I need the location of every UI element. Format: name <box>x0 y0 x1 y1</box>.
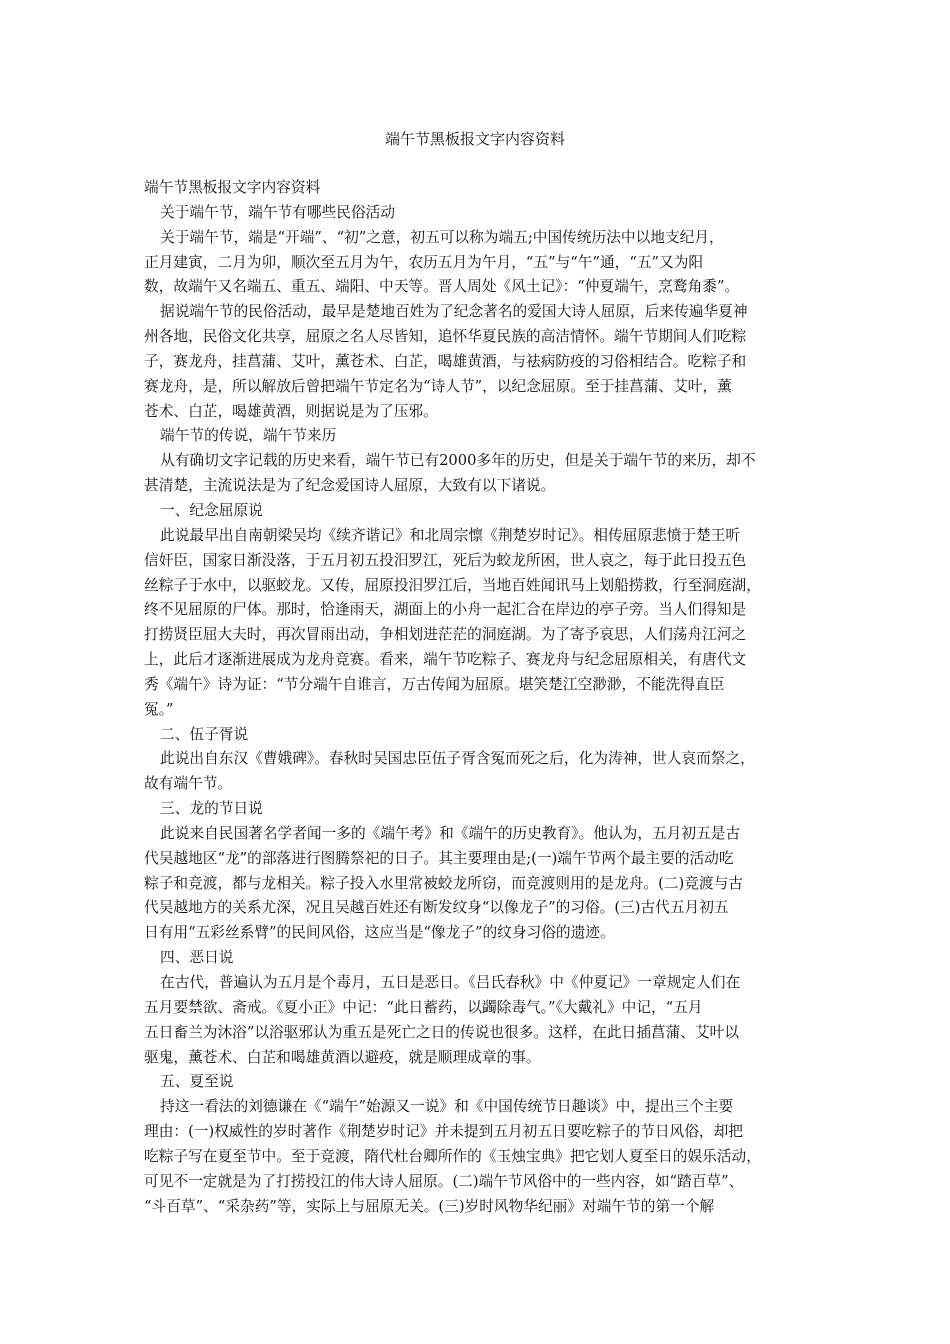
text-line: 打捞贤臣屈大夫时，再次冒雨出动，争相划进茫茫的洞庭湖。为了寄予哀思，人们荡舟江河之 <box>144 626 747 644</box>
text-line: “斗百草”、“采杂药”等，实际上与屈原无关。(三)岁时风物华纪丽》对端午节的第一个解 <box>144 1197 715 1215</box>
document-title: 端午节黑板报文字内容资料 <box>384 130 565 148</box>
text-line: 代吴越地方的关系尤深，况且吴越百姓还有断发纹身“以像龙子”的习俗。(三)古代五月初五 <box>144 899 729 917</box>
text-line: 子，赛龙舟，挂菖蒲、艾叶，薰苍术、白芷，喝雄黄酒，与祛病防疫的习俗相结合。吃粽子和 <box>144 352 747 370</box>
text-line: 此说出自东汉《曹娥碑》。春秋时吴国忠臣伍子胥含冤而死之后，化为涛神，世人哀而祭之， <box>160 750 755 768</box>
text-line: 在古代，普遍认为五月是个毒月，五日是恶日。《吕氏春秋》中《仲夏记》一章规定人们在 <box>160 974 741 991</box>
text-line: 持这一看法的刘德谦在《“端午”始源又一说》和《中国传统节日趣谈》中，提出三个主要 <box>160 1098 734 1116</box>
text-line: 理由：(一)权威性的岁时著作《荆楚岁时记》并未提到五月初五日要吃粽子的节日风俗，却把 <box>144 1123 743 1141</box>
text-line: 据说端午节的民俗活动，最早是楚地百姓为了纪念著名的爱国大诗人屈原，后来传遍华夏神 <box>160 303 748 321</box>
text-line: 四、恶日说 <box>160 949 234 967</box>
text-line: 日有用“五彩丝系臂”的民间风俗，这应当是“像龙子”的纹身习俗的遗迹。 <box>144 924 615 942</box>
text-line: 此说来自民国著名学者闻一多的《端午考》和《端午的历史教育》。他认为，五月初五是古 <box>160 824 741 842</box>
text-line: 秀《端午》诗为证：“节分端午自谁言，万古传闻为屈原。堪笑楚江空渺渺，不能洗得直臣 <box>144 675 725 693</box>
text-line: 一、纪念屈原说 <box>160 501 263 519</box>
text-line: 粽子和竞渡，都与龙相关。粽子投入水里常被蛟龙所窃，而竞渡则用的是龙舟。(二)竞渡与古 <box>144 874 743 892</box>
text-line: 端午节黑板报文字内容资料 <box>144 179 321 196</box>
text-line: 此说最早出自南朝梁吴均《续齐谐记》和北周宗懔《荆楚岁时记》。相传屈原悲愤于楚王听 <box>160 526 741 544</box>
text-line: 正月建寅，二月为卯，顺次至五月为午，农历五月为午月，“五”与“午”通，“五”又为阳 <box>144 253 704 271</box>
text-line: 五日畜兰为沐浴”以浴驱邪认为重五是死亡之日的传说也很多。这样，在此日插菖蒲、艾叶以 <box>144 1023 740 1041</box>
text-line: 丝粽子于水中，以驱蛟龙。又传，屈原投汨罗江后，当地百姓闻讯马上划船捞救，行至洞庭湖， <box>144 576 761 594</box>
text-line: 甚清楚，主流说法是为了纪念爱国诗人屈原，大致有以下诸说。 <box>144 477 556 495</box>
text-line: 终不见屈原的尸体。那时，恰逢雨天，湖面上的小舟一起汇合在岸边的亭子旁。当人们得知是 <box>144 601 747 619</box>
document-body <box>144 176 810 1219</box>
text-line: 州各地，民俗文化共享，屈原之名人尽皆知，追怀华夏民族的高洁情怀。端午节期间人们吃粽 <box>144 328 747 346</box>
text-line: 可见不一定就是为了打捞投江的伟大诗人屈原。(二)端午节风俗中的一些内容，如“踏百草”、 <box>144 1172 744 1190</box>
text-line: 驱鬼，薰苍术、白芷和喝雄黄酒以避疫，就是顺理成章的事。 <box>144 1048 541 1066</box>
text-line: 关于端午节，端是“开端”、“初”之意，初五可以称为端五;中国传统历法中以地支纪月， <box>160 228 724 246</box>
text-line: 二、伍子胥说 <box>160 725 249 743</box>
text-line: 五、夏至说 <box>160 1073 234 1091</box>
text-line: 关于端午节，端午节有哪些民俗活动 <box>160 203 396 221</box>
text-line: 吃粽子写在夏至节中。至于竞渡，隋代杜台卿所作的《玉烛宝典》把它划人夏至日的娱乐活动， <box>144 1147 761 1165</box>
text-line: 上，此后才逐渐进展成为龙舟竞赛。看来，端午节吃粽子、赛龙舟与纪念屈原相关，有唐代文 <box>144 651 747 669</box>
text-line: 信奸臣，国家日渐没落，于五月初五投汨罗江，死后为蛟龙所困，世人哀之，每于此日投五色 <box>144 551 747 569</box>
text-line: 赛龙舟，是，所以解放后曾把端午节定名为“诗人节”，以纪念屈原。至于挂菖蒲、艾叶，薰 <box>144 377 732 395</box>
text-line: 苍术、白芷，喝雄黄酒，则据说是为了压邪。 <box>144 402 438 420</box>
text-line: 冤。” <box>144 700 174 718</box>
text-line: 代吴越地区“龙”的部落进行图腾祭祀的日子。其主要理由是;(一)端午节两个最主要的活动吃 <box>144 849 734 867</box>
text-line: 三、龙的节日说 <box>160 800 263 818</box>
text-line: 故有端午节。 <box>144 775 233 793</box>
text-line: 数，故端午又名端五、重五、端阳、中天等。晋人周处《风土记》：“仲夏端午，烹鹜角黍”。 <box>144 278 740 296</box>
text-line: 五月要禁欲、斋戒。《夏小正》中记：“此日蓄药，以蠲除毒气。”《大戴礼》中记，“五月 <box>144 998 703 1016</box>
text-line: 端午节的传说，端午节来历 <box>160 427 337 445</box>
text-line: 从有确切文字记载的历史来看，端午节已有2000多年的历史，但是关于端午节的来历，却不 <box>160 452 756 470</box>
